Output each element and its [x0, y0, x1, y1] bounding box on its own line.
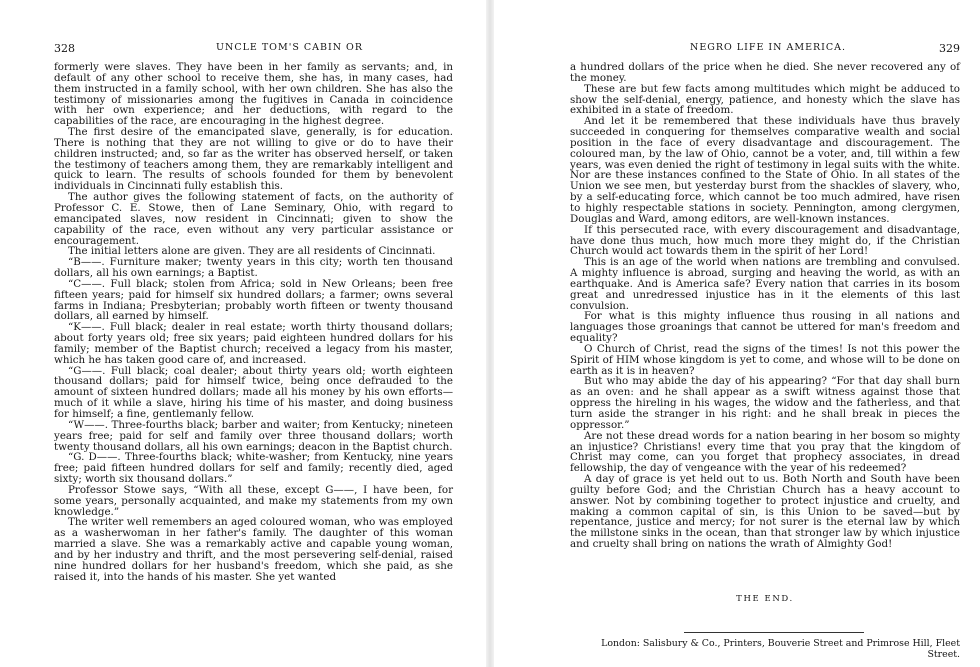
printer-imprint: London: Salisbury & Co., Printers, Bouverie Street and Primrose Hill, Fleet Street.	[601, 638, 960, 660]
the-end-label: THE END.	[736, 594, 794, 604]
paragraph: These are but few facts among multitudes which might be adduced to show the self-denial, energy, patience, and honesty which the slave has exhibited in a state of freedom.	[570, 82, 960, 117]
right-running-head	[570, 42, 960, 56]
paragraph: a hundred dollars of the price when he died. She never recovered any of the money.	[570, 61, 960, 84]
paragraph: “G——. Full black; coal dealer; about thirty years old; worth eighteen thousand dollars; paid for himself twice, being once defrauded to the amount of sixteen hundred dollars; made all his money by his own efforts—much of it while a slave, hiring his time of his master, and doing business for himself; a fine, gentlemanly fellow.	[54, 364, 453, 420]
paragraph: Are not these dread words for a nation bearing in her bosom so mighty an injustice? Christians! every time that you pray that the kingdom of Christ may come, can you forget that prophecy associates, in dread fellowship, the day of vengeance with the year of his redeemed?	[570, 429, 960, 475]
left-page-text	[54, 62, 453, 583]
paragraph: The writer well remembers an aged coloured woman, who was employed as a washerwoman in her father's family. The daughter of this woman married a slave. She was a remarkably active and capable young woman, and by her industry and thrift, and the most persevering self-denial, raised nine hundred dollars for her husband's freedom, which she paid, as she raised it, into the hands of his master. She yet wanted	[54, 516, 453, 583]
right-page-number: 329	[939, 42, 960, 55]
paragraph: This is an age of the world when nations are trembling and convulsed. A mighty influence is abroad, surging and heaving the world, as with an earthquake. And is America safe? Every nation that carries in its bosom great and unredressed injustice has in it the elements of this last convulsion.	[570, 256, 960, 312]
right-page-text	[570, 62, 960, 550]
left-page	[0, 0, 486, 667]
paragraph: The author gives the following statement of facts, on the authority of Professor C. E. Stowe, then of Lane Seminary, Ohio, with regard to emancipated slaves, now resident in Cincinnati; given to show the capability of the race, even without any very particular assistance or encouragement.	[54, 191, 453, 247]
right-page	[494, 0, 980, 667]
paragraph: “W——. Three-fourths black; barber and waiter; from Kentucky; nineteen years free; paid for self and family over three thousand dollars; worth twenty thousand dollars, all his own earnings; deacon in the Baptist church.	[54, 418, 453, 453]
paragraph: O Church of Christ, read the signs of the times! Is not this power the Spirit of HIM whose kingdom is yet to come, and whose will to be done on earth as it is in heaven?	[570, 342, 960, 377]
paragraph: “G. D——. Three-fourths black; white-washer; from Kentucky, nine years free; paid fifteen hundred dollars for self and family; recently died, aged sixty; worth six thousand dollars.”	[54, 451, 453, 486]
paragraph: A day of grace is yet held out to us. Both North and South have been guilty before God; and the Christian Church has a heavy account to answer. Not by combining together to protect injustice and cruelty, and making a common capital of sin, is this Union to be saved—but by repentance, justice and mercy; for not surer is the eternal law by which the millstone sinks in the ocean, than that stronger law by which injustice and cruelty shall bring on nations the wrath of Almighty God!	[570, 473, 960, 551]
paragraph: For what is this mighty influence thus rousing in all nations and languages those groanings that cannot be uttered for man's freedom and equality?	[570, 310, 960, 345]
paragraph: The first desire of the emancipated slave, generally, is for education. There is nothing that they are not willing to give or do to have their children instructed; and, so far as the writer has observed herself, or taken the testimony of teachers among them, they are remarkably intelligent and quick to learn. The results of schools founded for them by benevolent individuals in Cincinnati fully establish this.	[54, 126, 453, 193]
left-running-title: UNCLE TOM'S CABIN OR	[216, 42, 363, 53]
paragraph: “K——. Full black; dealer in real estate; worth thirty thousand dollars; about forty years old; free six years; paid eighteen hundred dollars for his family; member of the Baptist church; received a legacy from his master, which he has taken good care of, and increased.	[54, 321, 453, 366]
left-page-number: 328	[54, 42, 75, 55]
paragraph: Professor Stowe says, “With all these, except G——, I have been, for some years, personally acquainted, and make my statements from my own knowledge.”	[54, 483, 453, 518]
paragraph: If this persecuted race, with every discouragement and disadvantage, have done thus much, how much more they might do, if the Christian Church would act towards them in the spirit of her Lord!	[570, 223, 960, 258]
paragraph: formerly were slaves. They have been in her family as servants; and, in default of any other school to receive them, she has, in many cases, had them instructed in a family school, with her own children. She has also the testimony of missionaries among the fugitives in Canada in coincidence with her own experience; and her deductions, with regard to the capabilities of the race, are encouraging in the highest degree.	[54, 61, 453, 128]
left-running-head	[54, 42, 474, 56]
paragraph: And let it be remembered that these individuals have thus bravely succeeded in conquering for themselves comparative wealth and social position in the face of every disadvantage and discouragement. The coloured man, by the law of Ohio, cannot be a voter, and, till within a few years, was even denied the right of testimony in legal suits with the white. Nor are these instances confined to the State of Ohio. In all states of the Union we see men, but yesterday burst from the shackles of slavery, who, by a self-educating force, which cannot be too much admired, have risen to highly respectable stations in society. Pennington, among clergymen, Douglas and Ward, among editors, are well-known instances.	[570, 115, 961, 225]
paragraph: “C——. Full black; stolen from Africa; sold in New Orleans; been free fifteen years; paid for himself six hundred dollars; a farmer; owns several farms in Indiana; Presbyterian; probably worth fifteen or twenty thousand dollars, all earned by himself.	[54, 277, 453, 323]
paragraph: But who may abide the day of his appearing? “For that day shall burn as an oven: and he shall appear as a swift witness against those that oppress the hireling in his wages, the widow and the fatherless, and that turn aside the stranger in his right: and he shall break in pieces the oppressor.”	[570, 375, 960, 431]
right-running-title: NEGRO LIFE IN AMERICA.	[690, 42, 847, 53]
paragraph: “B——. Furniture maker; twenty years in this city; worth ten thousand dollars, all his own earnings; a Baptist.	[54, 256, 453, 280]
book-gutter	[486, 0, 494, 667]
paragraph: The initial letters alone are given. They are all residents of Cincinnati.	[68, 245, 436, 258]
divider-rule	[684, 632, 864, 633]
